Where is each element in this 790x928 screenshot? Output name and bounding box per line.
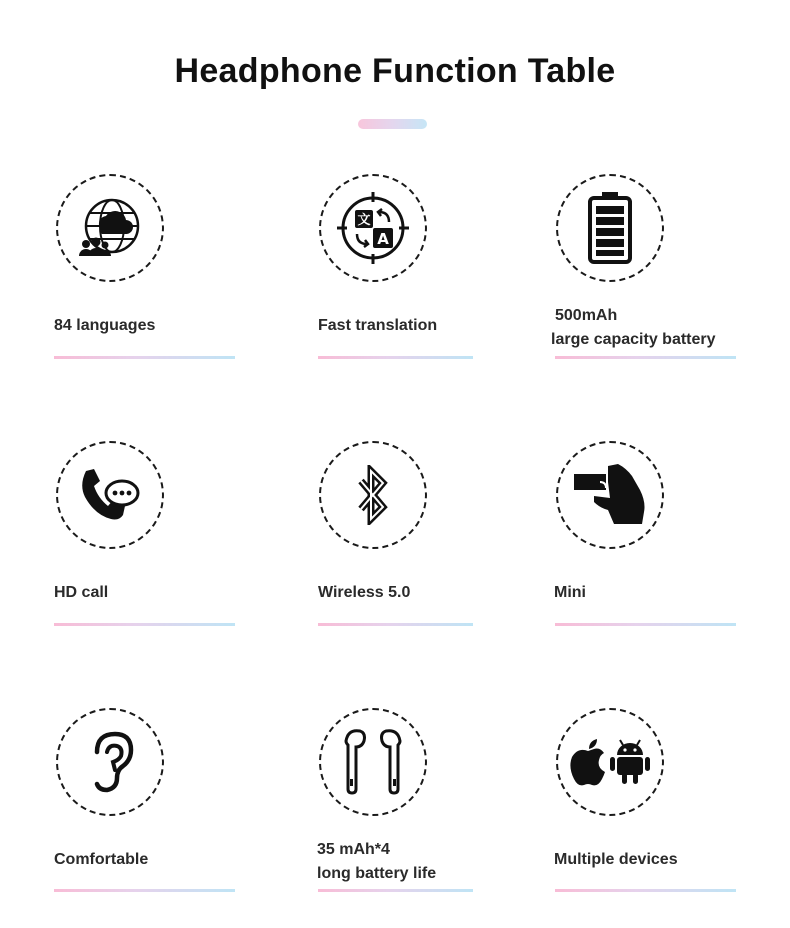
earbuds-icon bbox=[319, 708, 427, 816]
svg-text:A: A bbox=[377, 230, 389, 248]
feature-underline bbox=[555, 356, 736, 359]
feature-underline bbox=[555, 889, 736, 892]
feature-underline bbox=[318, 889, 473, 892]
hand-card-icon bbox=[556, 441, 664, 549]
feature-underline bbox=[54, 889, 235, 892]
title-underline bbox=[358, 119, 427, 129]
earbuds-description: long battery life bbox=[317, 865, 437, 882]
phone-chat-icon bbox=[56, 441, 164, 549]
feature-label-comfortable: Comfortable bbox=[54, 851, 149, 868]
feature-label-wireless: Wireless 5.0 bbox=[318, 584, 411, 601]
feature-underline bbox=[54, 356, 235, 359]
globe-cloud-icon bbox=[56, 174, 164, 282]
feature-label-call: HD call bbox=[54, 584, 109, 601]
ear-icon bbox=[56, 708, 164, 816]
battery-capacity: 500mAh bbox=[555, 307, 618, 324]
battery-description: large capacity battery bbox=[551, 331, 716, 348]
feature-underline bbox=[555, 623, 736, 626]
bluetooth-icon bbox=[319, 441, 427, 549]
feature-label-devices: Multiple devices bbox=[554, 851, 678, 868]
feature-label-mini: Mini bbox=[554, 584, 586, 601]
feature-label-translation: Fast translation bbox=[318, 317, 438, 334]
feature-label-earbuds bbox=[317, 838, 436, 886]
feature-underline bbox=[318, 356, 473, 359]
feature-label-languages: 84 languages bbox=[54, 317, 156, 334]
earbuds-capacity: 35 mAh*4 bbox=[317, 841, 390, 858]
feature-underline bbox=[318, 623, 473, 626]
feature-label-battery bbox=[551, 304, 716, 352]
page-title: Headphone Function Table bbox=[174, 52, 616, 90]
feature-underline bbox=[54, 623, 235, 626]
translate-icon bbox=[319, 174, 427, 282]
apple-android-icon bbox=[556, 708, 664, 816]
svg-text:文: 文 bbox=[357, 213, 371, 228]
battery-icon bbox=[556, 174, 664, 282]
